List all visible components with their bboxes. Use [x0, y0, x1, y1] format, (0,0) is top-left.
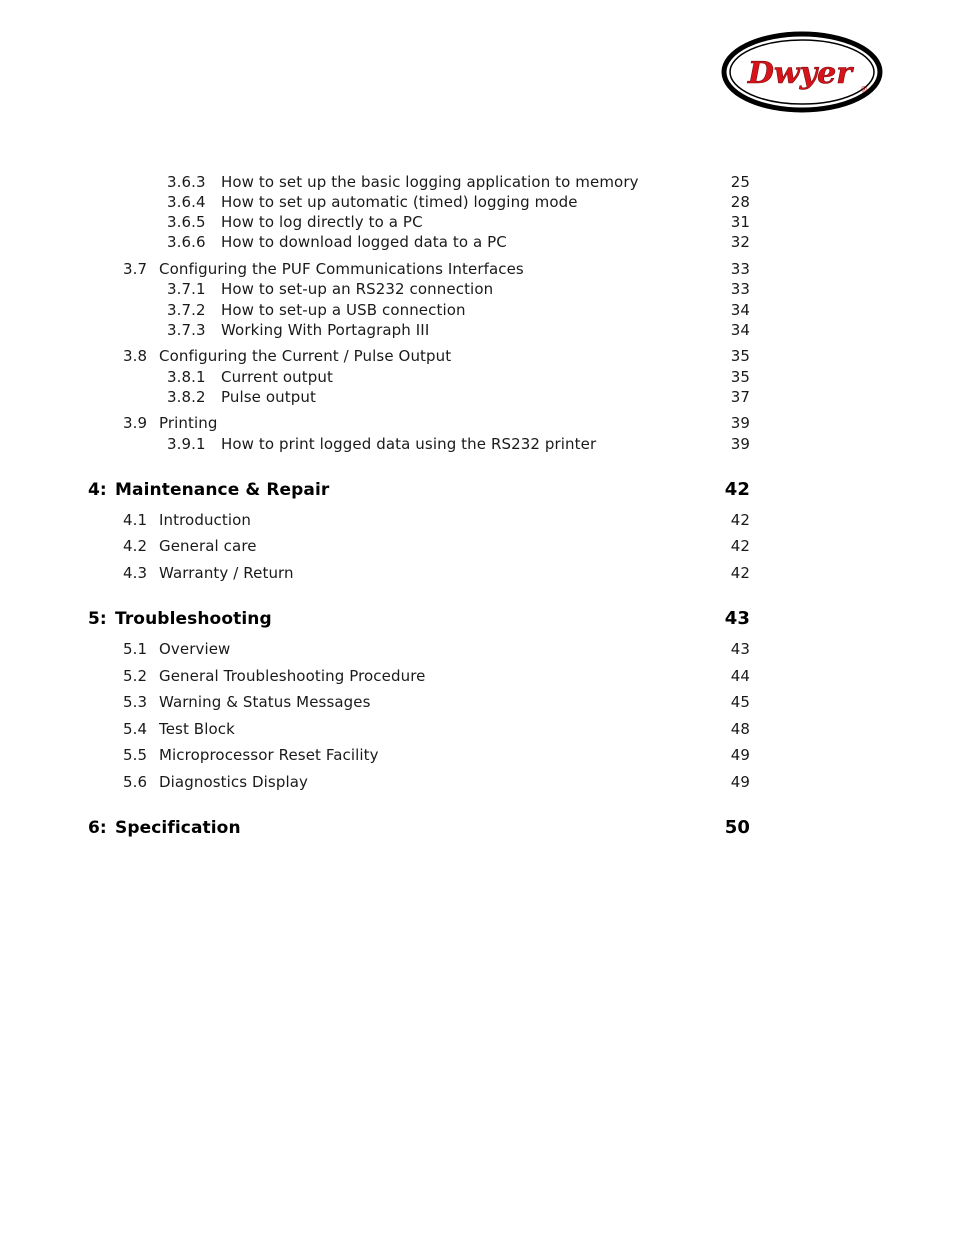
toc-entry-page: 32 [730, 233, 750, 251]
toc-entry[interactable] [0, 477, 954, 503]
toc-entry[interactable] [0, 345, 954, 367]
toc-entry-page: 35 [730, 368, 750, 386]
toc-entry-page: 39 [730, 414, 750, 432]
toc-entry[interactable] [0, 191, 954, 213]
toc-entry-page: 31 [730, 213, 750, 231]
toc-entry-title: Maintenance & Repair [115, 480, 330, 500]
toc-entry-title: Warning & Status Messages [159, 693, 371, 711]
toc-entry-page: 43 [724, 608, 750, 629]
toc-entry[interactable] [0, 665, 954, 687]
toc-entry-number: 4.3 [123, 564, 148, 582]
toc-entry-title: General care [159, 537, 257, 555]
toc-entry-number: 5.1 [123, 640, 148, 658]
toc-entry-page: 34 [730, 321, 750, 339]
toc-entry-page: 37 [730, 388, 750, 406]
toc-entry-number: 3.8.1 [167, 368, 206, 386]
toc-entry-number: 4.1 [123, 511, 148, 529]
toc-entry-number: 5.6 [123, 773, 148, 791]
toc-entry-number: 3.8.2 [167, 388, 206, 406]
toc-entry-page: 49 [730, 773, 750, 791]
toc-entry-number: 3.6.5 [167, 213, 206, 231]
toc-entry-number: 5.2 [123, 667, 148, 685]
toc-entry-number: 3.7.1 [167, 280, 206, 298]
toc-entry-page: 43 [730, 640, 750, 658]
toc-entry-number: 3.6.3 [167, 173, 206, 191]
toc-entry-title: How to set up the basic logging application to memory [221, 173, 639, 191]
toc-entry-page: 42 [724, 479, 750, 500]
toc-entry-title: Specification [115, 818, 241, 838]
toc-entry-page: 42 [730, 537, 750, 555]
toc-entry-title: Introduction [159, 511, 252, 529]
toc-entry-number: 5.4 [123, 720, 148, 738]
toc-entry-title: Warranty / Return [159, 564, 294, 582]
toc-entry[interactable] [0, 433, 954, 455]
toc-entry-title: How to set up automatic (timed) logging mode [221, 193, 578, 211]
toc-entry[interactable] [0, 509, 954, 531]
toc-entry[interactable] [0, 366, 954, 388]
toc-entry-page: 33 [730, 260, 750, 278]
toc-entry[interactable] [0, 386, 954, 408]
toc-entry-number: 3.8 [123, 347, 148, 365]
toc-entry[interactable] [0, 744, 954, 766]
toc-entry-number: 6: [88, 818, 107, 838]
toc-entry-title: How to set-up an RS232 connection [221, 280, 494, 298]
toc-entry-page: 33 [730, 280, 750, 298]
toc-entry-page: 28 [730, 193, 750, 211]
toc-entry[interactable] [0, 718, 954, 740]
toc-entry-number: 3.7 [123, 260, 148, 278]
toc-entry-number: 4.2 [123, 537, 148, 555]
toc-entry-title: How to download logged data to a PC [221, 233, 507, 251]
toc-entry[interactable] [0, 815, 954, 841]
toc-entry-title: Overview [159, 640, 231, 658]
toc-entry[interactable] [0, 211, 954, 233]
toc-entry[interactable] [0, 412, 954, 434]
toc-entry-page: 49 [730, 746, 750, 764]
toc-entry-title: Configuring the PUF Communications Interfaces [159, 260, 524, 278]
toc-entry-number: 3.9 [123, 414, 148, 432]
toc-entry[interactable] [0, 691, 954, 713]
toc-entry-title: Microprocessor Reset Facility [159, 746, 379, 764]
toc-entry-title: How to log directly to a PC [221, 213, 423, 231]
toc-entry-title: Pulse output [221, 388, 316, 406]
toc-entry[interactable] [0, 171, 954, 193]
toc-entry[interactable] [0, 638, 954, 660]
toc-entry-page: 50 [724, 817, 750, 838]
toc-entry-title: Diagnostics Display [159, 773, 308, 791]
toc-entry-title: Troubleshooting [115, 609, 272, 629]
toc-entry[interactable] [0, 771, 954, 793]
toc-entry-title: Configuring the Current / Pulse Output [159, 347, 452, 365]
toc-entry-page: 34 [730, 301, 750, 319]
toc-entry-number: 4: [88, 480, 107, 500]
toc-entry[interactable] [0, 319, 954, 341]
toc-entry[interactable] [0, 535, 954, 557]
toc-entry-page: 42 [730, 511, 750, 529]
toc-entry[interactable] [0, 231, 954, 253]
toc-entry-title: How to print logged data using the RS232 printer [221, 435, 597, 453]
toc-entry-title: Printing [159, 414, 218, 432]
toc-entry-page: 48 [730, 720, 750, 738]
toc-entry-number: 5.3 [123, 693, 148, 711]
toc-entry-number: 3.7.2 [167, 301, 206, 319]
toc-entry-title: Working With Portagraph III [221, 321, 430, 339]
toc-entry[interactable] [0, 278, 954, 300]
toc-entry-title: Test Block [159, 720, 235, 738]
toc-entry-page: 45 [730, 693, 750, 711]
toc-entry-number: 3.7.3 [167, 321, 206, 339]
toc-entry-number: 5: [88, 609, 107, 629]
logo-text: Dwyer [747, 56, 853, 91]
toc-entry-title: How to set-up a USB connection [221, 301, 466, 319]
toc-entry[interactable] [0, 258, 954, 280]
logo-registered: ® [860, 85, 868, 94]
toc-entry-page: 39 [730, 435, 750, 453]
toc-entry-number: 3.6.6 [167, 233, 206, 251]
toc-entry-title: Current output [221, 368, 333, 386]
toc-entry[interactable] [0, 562, 954, 584]
toc-entry-number: 3.9.1 [167, 435, 206, 453]
toc-entry[interactable] [0, 299, 954, 321]
toc-entry-page: 25 [730, 173, 750, 191]
toc-entry-title: General Troubleshooting Procedure [159, 667, 426, 685]
toc-entry-number: 3.6.4 [167, 193, 206, 211]
toc-entry-page: 42 [730, 564, 750, 582]
toc-entry-page: 44 [730, 667, 750, 685]
toc-entry[interactable] [0, 606, 954, 632]
toc-entry-number: 5.5 [123, 746, 148, 764]
dwyer-logo [720, 30, 884, 114]
toc-entry-page: 35 [730, 347, 750, 365]
